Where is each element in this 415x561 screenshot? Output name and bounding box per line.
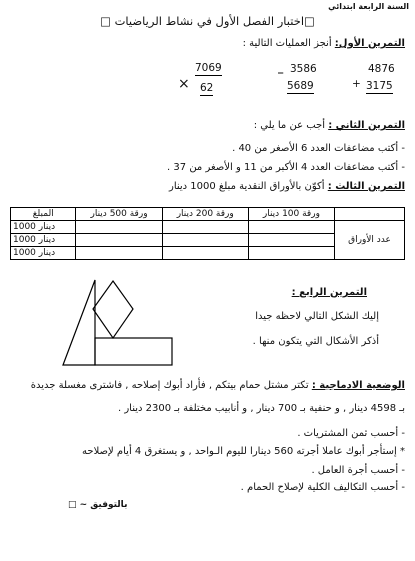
op2-bottom: 5689 [287,80,314,92]
col-amount: المبلغ [11,208,76,221]
table-header-row [11,208,405,221]
integration-question-3: - أحسب أجرة العامل . [311,465,405,476]
table-cell[interactable] [162,234,248,247]
amount-cell: 1000 دينار [11,234,76,247]
table-corner-cell [335,208,405,221]
table-cell[interactable] [162,247,248,260]
table-cell[interactable] [248,234,334,247]
exercise-1-heading: التمرين الأول: [334,38,405,49]
row-label: عدد الأوراق [335,221,405,260]
exercise-4-heading: التمرين الرابع : [291,287,367,298]
exercise-4-line-1: إليك الشكل التالي لاحظه جيدا [255,311,379,322]
table-cell[interactable] [76,234,162,247]
op3-bottom: 62 [200,82,214,94]
op2-top: 3586 [290,63,317,75]
exercise-1-header [243,38,405,49]
exercise-2-heading: التمرين الثاني : [328,120,405,131]
exercise-4-line-2: أذكر الأشكال التي يتكون منها . [252,336,379,347]
table-cell[interactable] [248,221,334,234]
table-cell[interactable] [76,221,162,234]
op3-sign: × [178,76,190,92]
exercise-3-header [169,181,405,192]
figure-triangle [63,280,95,365]
integration-header [31,380,405,391]
amount-cell: 1000 دينار [11,221,76,234]
integration-question-1: - أحسب ثمن المشتريات . [297,428,405,439]
figure-rhombus [93,281,133,338]
col-100: ورقة 100 دينار [248,208,334,221]
op1-bottom: 3175 [366,80,393,92]
school-level: السنة الرابعة ابتدائي [328,2,409,11]
exercise-2-line-2: - أكتب مضاعفات العدد 4 الأكبر من 11 و الأصغر من 37 . [167,162,405,173]
integration-heading: الوضعية الادماجية : [311,380,405,391]
exercise-2-header [254,120,405,131]
integration-question-2: * إستأجر أبوك عاملا أجرته 560 دينارا لليوم الـواحد , و يستغرق 4 أيام لإصلاحه [82,446,405,457]
table-cell[interactable] [248,247,334,260]
exercise-3-heading: التمرين الثالث : [327,181,405,192]
op1-top: 4876 [368,63,395,75]
integration-line-1: تكتر مشتل حمام بيتكم , فأراد أبوك إصلاحه , فاشترى مغسلة جديدة [30,380,309,391]
exercise-3-instruction: أكوّن بالأوراق النقدية مبلغ 1000 دينار [168,181,325,192]
op1-sign: + [352,78,361,90]
op2-sign: _ [278,62,284,74]
table-cell[interactable] [162,221,248,234]
good-luck-note: بالتوفيق ~ □ [68,500,128,510]
col-200: ورقة 200 دينار [162,208,248,221]
table-cell[interactable] [76,247,162,260]
exercise-2-line-1: - أكتب مضاعفات العدد 6 الأصغر من 40 . [232,143,405,154]
integration-question-4: - أحسب التكاليف الكلية لإصلاح الحمام . [240,482,405,493]
exercise-1-instruction: أنجز العمليات التالية : [242,38,332,49]
col-500: ورقة 500 دينار [76,208,162,221]
banknotes-table [10,207,405,260]
exercise-2-instruction: أجب عن ما يلي : [253,120,326,131]
op3-top: 7069 [195,62,222,74]
table-row [11,221,405,234]
figure-rectangle [95,338,172,365]
amount-cell: 1000 دينار [11,247,76,260]
page-title: □اختبار الفصل الأول في نشاط الرياضيات □ [100,14,315,28]
geometric-figure [58,278,174,368]
integration-line-2: بـ 4598 دينار , و حنفية بـ 700 دينار , و أنابيب مختلفة بـ 2300 دينار . [117,403,405,414]
